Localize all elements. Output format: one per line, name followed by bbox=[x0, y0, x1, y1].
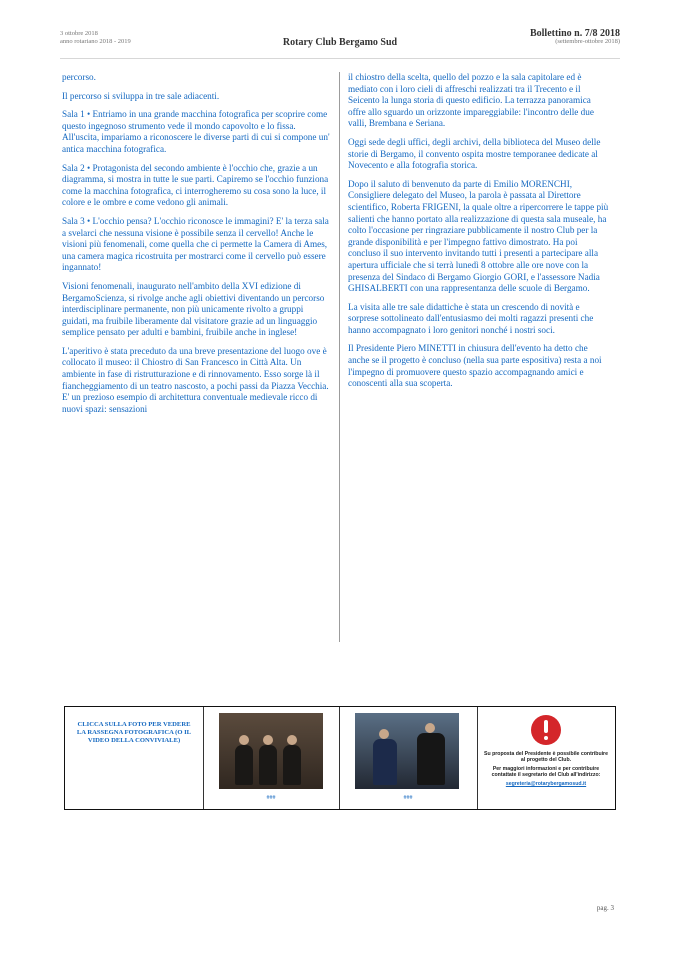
photo-cell-1[interactable] bbox=[203, 707, 340, 809]
header-issue bbox=[530, 30, 620, 46]
paragraph: Sala 3 • L'occhio pensa? L'occhio riconosce le immagini? E' la terza sala a svelarci che nessuna visione è possibile senza il cervello! Anche le visioni più fenomenali, come quella che ci permette la Camera di Ames, una camera magica ricostruita per mostrarci come il cervello può essere ingannato! bbox=[62, 215, 329, 273]
header-issue-number: Bollettino n. 7/8 2018 bbox=[529, 28, 620, 39]
contact-email-link[interactable]: segreteria@rotarybergamosud.it bbox=[505, 780, 587, 787]
photo-link-text[interactable]: CLICCA SULLA FOTO PER VEDERE LA RASSEGNA FOTOGRAFICA (O IL VIDEO DELLA CONVIVIALE) bbox=[76, 721, 192, 744]
page-header bbox=[60, 30, 620, 59]
paragraph: Oggi sede degli uffici, degli archivi, della biblioteca del Museo delle storie di Bergamo, il convento ospita mostre temporanee dedicate al Novecento e alla fotografia storica. bbox=[348, 136, 601, 171]
photo-caption-1: ### bbox=[266, 795, 276, 801]
column-divider bbox=[339, 72, 340, 642]
donation-info-line: Su proposta del Presidente è possibile contribuire al progetto del Club. bbox=[484, 751, 608, 764]
paragraph: Sala 1 • Entriamo in una grande macchina fotografica per scoprire come questo ingegnoso strumento vede il mondo capovolto e lo fissa. All'uscita, impariamo a riconoscere le diverse parti di cui si compone un' antica macchina fotografica. bbox=[62, 109, 330, 154]
paragraph: Il Presidente Piero MINETTI in chiusura dell'evento ha detto che anche se il progetto è concluso (nella sua parte espositiva) resta a noi l'impegno di promuovere questo spazio accompagnando amici e conoscenti alla sua scoperta. bbox=[348, 343, 602, 389]
donation-info-cell bbox=[477, 707, 615, 809]
paragraph: il chiostro della scelta, quello del pozzo e la sala capitolare ed è mediato con i loro cieli di affreschi realizzati tra il Trecento e il Seicento la lunga storia di questo edificio. La terrazza panoramica offre allo sguardo un orizzonte impareggiabile: l'incontro delle due valli, Brembana e Seriana. bbox=[348, 72, 594, 129]
page-number: pag. 3 bbox=[596, 904, 614, 912]
photo-cell-2[interactable] bbox=[339, 707, 478, 809]
event-photo-1[interactable] bbox=[219, 713, 323, 789]
paragraph: Dopo il saluto di benvenuto da parte di Emilio MORENCHI, Consigliere delegato del Museo, la parola è passata al Direttore scientifico, Roberta FRIGENI, la quale oltre a ripercorrere le tappe più salienti che hanno portato alla realizzazione di questa sala museale, ha colto l'occasione per ringraziare pubblicamente il nostro Club per la grande disponibilità e per l'impegno fattivo dimostrato. Ha poi concluso il suo intervento invitando tutti i presenti a partecipare alla apertura ufficiale che si terrà lunedì 8 ottobre alle ore nove con la presenza del Sindaco di Bergamo Giorgio GORI, e l'assessore Nadia GHISALBERTI con una rappresentanza delle scuole di Bergamo. bbox=[348, 178, 609, 294]
paragraph: La visita alle tre sale didattiche è stata un crescendo di novità e sorprese sottolineato dall'entusiasmo dei molti ragazzi presenti che hanno accompagnato i loro genitori nonché i nostri soci. bbox=[348, 301, 594, 335]
alert-icon bbox=[531, 715, 561, 745]
donation-info-text bbox=[484, 751, 608, 787]
left-column bbox=[62, 72, 332, 422]
photo-caption-2: ### bbox=[403, 795, 413, 801]
header-year-line: anno rotariano 2018 - 2019 bbox=[60, 38, 131, 45]
photo-strip bbox=[64, 706, 616, 810]
header-title: Rotary Club Bergamo Sud bbox=[282, 37, 398, 48]
right-column bbox=[348, 72, 610, 397]
paragraph: Il percorso si sviluppa in tre sale adiacenti. bbox=[62, 90, 220, 101]
paragraph: L'aperitivo è stata preceduto da una breve presentazione del luogo ove è collocato il museo: il Chiostro di San Francesco in Città Alta. Un ambiente in fase di ristrutturazione e di rinnovamento. Esso sorge là il fiancheggiamento di un teatro nascosto, a pochi passi da Piazza Vecchia. E' un prezioso esempio di architettura conventuale medievale ricco di nuovi spazi: sensazioni bbox=[62, 345, 329, 414]
photo-link-cell[interactable] bbox=[65, 707, 204, 809]
event-photo-2[interactable] bbox=[355, 713, 459, 789]
paragraph: percorso. bbox=[62, 72, 96, 82]
header-date-line: 3 ottobre 2018 bbox=[60, 30, 98, 37]
donation-info-line: Per maggiori informazioni e per contribuire contattate il segretario del Club all'indirizzo: bbox=[491, 765, 601, 779]
header-issue-period: (settembre-ottobre 2018) bbox=[555, 38, 620, 45]
paragraph: Sala 2 • Protagonista del secondo ambiente è l'occhio che, grazie a un diagramma, si mostra in tutte le sue parti. Capiremo se l'occhio funziona come la macchina fotografica, ci interrogheremo su cosa sono la luce, il colore e le ombre e come vedono gli animali. bbox=[62, 162, 329, 208]
paragraph: Visioni fenomenali, inaugurato nell'ambito della XVI edizione di BergamoScienza, si rivolge anche agli obiettivi diventando un percorso interdisciplinare permanente, non più unicamente rivolto a gruppi guidati, ma fruibile liberamente dal visitatore grazie ad un linguaggio semplice pensato per adulti e bambini, fruibile anche in inglese! bbox=[62, 280, 325, 338]
